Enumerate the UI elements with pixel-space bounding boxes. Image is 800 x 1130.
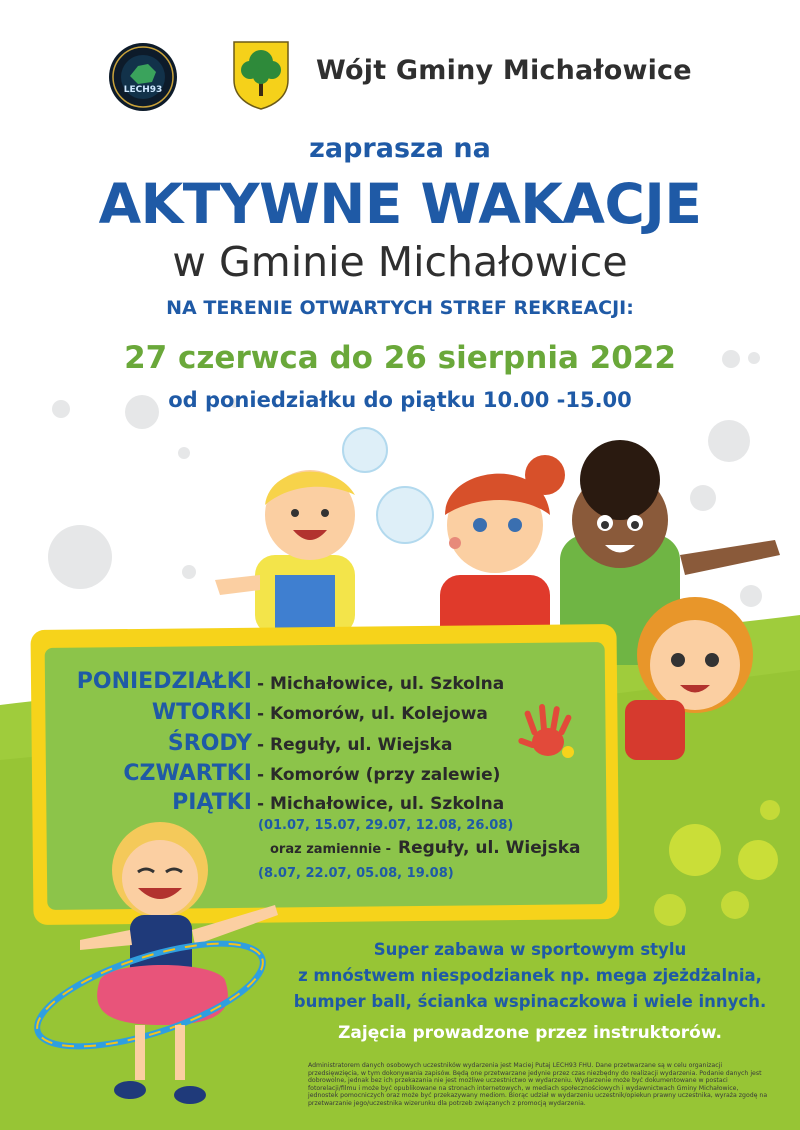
schedule-day: PONIEDZIAŁKI bbox=[76, 669, 252, 694]
instructors-note: Zajęcia prowadzone przez instruktorów. bbox=[338, 1023, 722, 1043]
schedule-location: - Komorów, ul. Kolejowa bbox=[257, 704, 488, 724]
event-dates: 27 czerwca do 26 sierpnia 2022 bbox=[124, 340, 676, 376]
main-title: AKTYWNE WAKACJE bbox=[98, 172, 702, 236]
subtitle: w Gminie Michałowice bbox=[172, 238, 628, 286]
gmina-crest-logo bbox=[232, 40, 290, 110]
data-protection-disclaimer: Administratorem danych osobowych uczestników wydarzenia jest Maciej Putaj LECH93 FHU. Dane przetwarzane są w celu organizacji przedsięwzięcia, w tym dokonywania zapisów. Będą one przetwarzane jedynie przez czas niezbędny do realizacji wydarzenia. Podanie danych jest dobrowolne, jednak bez ich przekazania nie jest możliwe uczestnictwo w wydarzeniu. Wydarzenie może być dokumentowane w postaci fotorelacji/filmu i może być opublikowane na stronach internetowych, w mediach społecznościowych i wydawnictwach Gminy Michałowice, jednostek pomocniczych oraz może być przekazywany mediom. Biorąc udział w wydarzeniu uczestnik/opiekun prawny uczestnika, wyraża zgodę na przetwarzanie jego/uczestnika wizerunku dla potrzeb związanych z promocją wydarzenia. bbox=[308, 1062, 768, 1107]
svg-text:LECH93: LECH93 bbox=[123, 85, 163, 95]
schedule-location: - Michałowice, ul. Szkolna bbox=[257, 794, 505, 814]
organizer-title: Wójt Gminy Michałowice bbox=[316, 55, 692, 86]
zones-heading: NA TERENIE OTWARTYCH STREF REKREACJI: bbox=[166, 297, 634, 319]
friday-dates-b: (8.07, 22.07, 05.08, 19.08) bbox=[258, 866, 454, 881]
handprint-icon bbox=[510, 700, 580, 770]
friday-dates-a: (01.07, 15.07, 29.07, 12.08, 26.08) bbox=[258, 818, 514, 833]
schedule-day: CZWARTKI bbox=[123, 761, 252, 786]
schedule-location: - Michałowice, ul. Szkolna bbox=[257, 674, 505, 694]
lech93-logo bbox=[108, 42, 178, 112]
girl-hoop-illustration bbox=[20, 810, 300, 1120]
schedule-day: WTORKI bbox=[151, 700, 252, 725]
promo-line: z mnóstwem niespodzianek np. mega zjeżdżalnia, bbox=[298, 966, 762, 985]
schedule-day: ŚRODY bbox=[167, 731, 252, 756]
promo-line: Super zabawa w sportowym stylu bbox=[373, 940, 687, 959]
promo-line: bumper ball, ścianka wspinaczkowa i wiele innych. bbox=[293, 992, 767, 1011]
schedule-location: - Komorów (przy zalewie) bbox=[257, 765, 501, 785]
schedule-day: PIĄTKI bbox=[172, 790, 252, 815]
alt-location: Reguły, ul. Wiejska bbox=[398, 838, 581, 858]
schedule-location: - Reguły, ul. Wiejska bbox=[257, 735, 453, 755]
invite-text: zaprasza na bbox=[309, 133, 491, 164]
event-hours: od poniedziałku do piątku 10.00 -15.00 bbox=[168, 388, 632, 412]
alternately-label: oraz zamiennie - bbox=[270, 842, 392, 857]
